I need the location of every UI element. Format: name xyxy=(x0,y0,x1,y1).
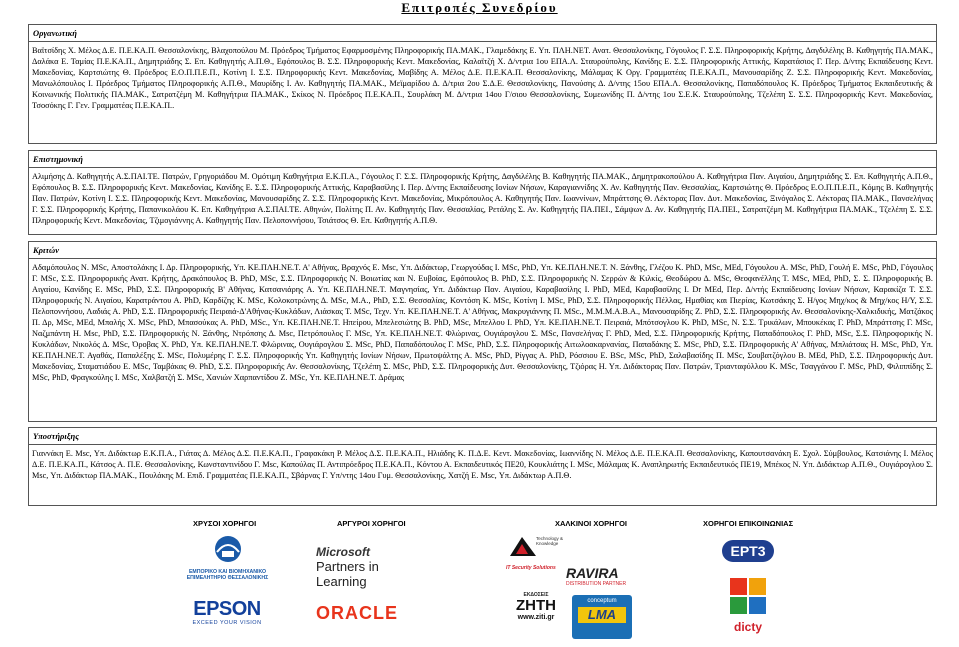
microsoft-logo[interactable] xyxy=(316,546,426,589)
scientific-heading: Επιστημονική xyxy=(29,151,936,168)
reviewers-heading: Κριτών xyxy=(29,242,936,259)
lma-wordmark: LMA xyxy=(578,607,626,623)
ziti-subtitle: ΕΚΔΟΣΕΙΣ xyxy=(523,592,549,598)
chamber-name-line1: ΕΜΠΟΡΙΚΟ ΚΑΙ ΒΙΟΜΗΧΑΝΙΚΟ xyxy=(188,569,267,575)
chamber-emblem-icon xyxy=(208,534,248,564)
reviewers-committee xyxy=(28,241,937,422)
reviewers-members: Αδαμόπουλος Ν. MSc, Αποστολάκης Ι. Δρ. Πληροφορικής, Υπ. ΚΕ.ΠΛΗ.ΝΕ.Τ. Α' Αθήνας, Βραχνός Ε. Msc, Υπ. Διδάκτωρ, Γεωργούδας Ι. MSc, PhD, Υπ. ΚΕ.ΠΛΗ.ΝΕ.Τ. Ν. Ξάνθης, Γλέζου Κ. PhD, MSc, MEd, Γόγουλου Α. MSc, PhD, Γουλή Ε. MSc, PhD, Γόγουλος Γ. MSc, Σ.Σ. Πληροφορικής Ανατ. Κρήτης, Δρακόπουλος Β. PhD, MSc, Σ.Σ. Πληροφορικής Ν. Βοιωτίας και Ν. Ευβοίας, Εφόπουλος Β. PhD, Σ.Σ. Πληροφορικής Ν. Σερρών & Κιλκίς, Θεοδώρου Δ. MSc, Θεοφανέλλης Τ. MSc, MEd, PhD, Σ. Σ. Πληροφορικής Β. Αιγαίου, Κανίδης Ε. MSc, PhD, Σ.Σ. Πληροφορικής Β' Αθήνας, Κατσανιάρης Α. Υπ. ΚΕ.ΠΛΗ.ΝΕ.Τ. Μαγνησίας, Υπ. Διδάκτωρ Παν. Αιγαίου, Καραβασίλης Ι. PhD, MEd, Καραβασίλης Ι. Dr MEd, Περ. Δ/ντής Εκπαίδευσης Ιονίων Νήσων, Καρακίζα Τ. Σ.Σ. Πληροφορικής Ν. Αιγαίου, Καρατράντου Α. PhD, Καρδίζης Κ. MSc, Κολοκοτρώνης Δ. MSc, M.A., PhD, Σ.Σ. Θεσσαλίας, Κοντόση Κ. MSc, Κοτίνη Ι. MSc, PhD, Σ.Σ. Πληροφορικής Πέλλας, Ημαθίας και Πιερίας, Κωτσάκης Σ. Η/γος Μηχ/κος & Μηχ/κος Η/Υ, Σ.Σ. Πελοποννήσου, Λαδιάς Α. PhD, Σ.Σ. Πληροφορικής Πειραιά-Δ'Αθήνας-Κυκλάδων, Λιάσκας Τ. MSc, Τεχν. Υπ. ΚΕ.ΠΛΗ.ΝΕ.Τ. Α' Αθήνας, Μακρυγιάννης Π. MSc., Μ.Μ.Μ.Α.Β.Α., Μανουσαρίδης Ζ. PhD, Σ.Σ. Πληροφορικής Αν. Θεσσαλονίκης-Χαλκιδικής, Ματζάκος Π. Δρ, MSc, MEd, Μπαλής Χ. MSc, PhD, Μπασούκας Α. PhD, MSc., Υπ. ΚΕ.ΠΛΗ.ΝΕ.Τ. Ηπείρου, Μπελεσιώτης Β. PhD, MSc, Μπελλου Ι. PhD, Υπ. ΚΕ.ΠΛΗ.ΝΕ.Τ. Πειραιά, Μπότσογλου Κ. PhD, MSc, Ν. Σ.Σ. Τρικάλων, Μπουκέκας Γ. PhD, Μπράττσης Γ. MSc, Ναζμπάντη Η. Msc, PhD, Σ.Σ. Πληροφορικής Ν. Ξάνθης, Ντρόπσης Δ. Msc, Πετρόπουλος Γ. MSc, Υπ. ΚΕ.ΠΛΗ.ΝΕ.Τ. Φλώρινας, Ουγιάρογλου Σ. MSc, Πανσελήνας Γ. PhD, Med, Σ.Σ. Πληροφορικής Κρήτης, Παπαδόπουλος Γ. PhD, MSc, Σ.Σ. Πληροφορικής Ν. Κυκλάδων, Νικολός Δ. MSc, Όροβας Χ. PhD, Υπ. ΚΕ.ΠΛΗ.ΝΕ.Τ. Φλώρινας, Ουγιάρογλου Σ. MSc, PhD, Παπαδόπουλος Γ. MSc, PhD, Σ.Σ. Πληροφορικής Αιτωλοακαρνανίας, Παπαδάκης Σ. MSc, PhD, Σ.Σ. Πληροφορικής Α' Αθήνας, Μπλιάτσας Η. MSc, PhD, Υπ. ΚΕ.ΠΛΗ.ΝΕ.Τ. Αγαθάς, Παπαλέξης Σ. MSc, Πολυμέρης Γ. Σ.Σ. Πληροφορικής Υπ. Καθηγητής Ιονίων Νήσων, Πρωτοψάλτης Α. MSc, PhD, Ρίγγας Α. PhD, Ρόσσιου Ε. BSc, MSc, PhD, Σαλαβασίδης Π. MSc, Σουβατζόγλου Β. MEd, PhD, Σ.Σ. Πληροφορικής Δυτ. Μακεδονίας, Σταματιάδου Ε. MSc, Ταμβάκας Θ. PhD, Σ.Σ. Πληροφορικής Αν. Θεσσαλονίκης, Τζελέπη Σ. MSc, PhD, Σ.Σ. Πληροφορικής Δυτ. Θεσσαλονίκης, Τζιόρας Η. Υπ. Διδάκτορας Παν. Πατρών, Τριανταφύλλου Κ. MSc, Τσαγγάνου Γ. MSc, PhD, Φιλιππίδης Σ. MSc, PhD, Φραγκούλης Ι. MSc, Χαλβατζή Σ. MSc, Χανιών Χαρπαντίδου Ζ. MSc, Υπ. ΚΕ.ΠΛΗ.ΝΕ.Τ. Δράμας xyxy=(32,263,933,382)
scientific-members: Αλιμήσης Δ. Καθηγητής Α.Σ.ΠΑΙ.ΤΕ. Πατρών, Γρηγοριάδου Μ. Ομότιμη Καθηγήτρια Ε.Κ.Π.Α., Γόγουλος Γ. Σ.Σ. Πληροφορικής Κρήτης, Δαγδιλέλης Β. Καθηγητής ΠΑ.ΜΑΚ., Δημητρακοπούλου Α. Καθηγήτρια Παν. Αιγαίου, Δημητριάδης Σ. Επ. Καθηγητής Α.Π.Θ., Εφόπουλος Β. Σ.Σ. Πληροφορικής Κεντ. Μακεδονίας, Κανίδης Ε. Σ.Σ. Πληροφορικής Αττικής, Καραβασίλης Ι. Περ. Δ/ντης Εκπαίδευσης Ιονίων Νήσων, Καραγιαννίδης Χ. Αν. Καθηγητής Παν. Θεσσαλίας, Καρτσιώτης Θ. Πρόεδρος Ε.Ο.Π.Π.Ε.Π., Κόμης Β. Καθηγητής Παν. Πατρών, Κοτίνη Ι. Σ.Σ. Πληροφορικής Κεντ. Μακεδονίας, Μανουσαρίδης Ζ. Σ.Σ. Πληροφορικής Κεντ. Μακεδονίας, Μικρόπουλος Α. Καθηγητής Παν. Ιωαννίνων, Μπράττσης Θ. Λέκτορας Παν. Δυτ. Μακεδονίας, Ξινόγαλος Σ. Λέκτορας ΠΑ.ΜΑΚ., Πανσελήνας Γ. Σ.Σ. Πληροφορικής Κρήτης, Παπανικολάου Κ. Επ. Καθηγήτρια Α.Σ.ΠΑΙ.ΤΕ. Αθηνών, Πολίτης Π. Αν. Καθηγητής Παν. Θεσσαλίας, Ρετάλης Σ. Αν. Καθηγητής ΠΑ.ΠΕΙ., Σάμψων Δ. Αν. Καθηγητής ΠΑ.ΠΕΙ., Σατρατζέμη Μ. Καθηγήτρια ΠΑ.ΜΑΚ., Τζελέπη Σ. Σ.Σ. Πληροφορικής Κεντ. Μακεδονίας, Τζιμογιάννης Α. Καθηγητής Παν. Πελοποννήσου, Τσιάτσος Θ. Επ. Καθηγητής Α.Π.Θ. xyxy=(32,172,933,225)
bronze-sponsors-heading: ΧΑΛΚΙΝΟΙ ΧΟΡΗΓΟΙ xyxy=(555,519,628,528)
page-title xyxy=(0,0,959,16)
microsoft-wordmark: Microsoft xyxy=(316,545,370,559)
ziti-wordmark: ΖΗΤΗ xyxy=(516,597,556,614)
organizing-committee xyxy=(28,24,937,144)
support-members: Γιαννάκη Ε. Msc, Υπ. Διδάκτωρ Ε.Κ.Π.Α., Γιάτας Δ. Μέλος Δ.Σ. Π.Ε.ΚΑ.Π., Γραφακάκη Ρ. Μέλος Δ.Σ. Π.Ε.ΚΑ.Π., Ηλιάδης Κ. Π.Δ.Ε. Κεντ. Μακεδονίας, Ιωαννίδης Ν. Μέλος Δ.Ε. Π.Ε.ΚΑ.Π. Θεσσαλονίκης, Καπουτσανάκη Ε. Σχολ. Σύμβουλος, Κατσιάνης Ι. Μέλος Δ.Ε. Π.Ε.ΚΑ.Π., Κάτσος Α. Π.Ε. Θεσσαλονίκης, Κωνσταντινίδου Γ. Msc, Καπούλας Π. Αντιπρόεδρος Π.Ε.ΚΑ.Π., Κόντου Α. Εκπαιδευτικός ΠΕ20, Κουκλιάτης Ι. MSc, Μάλαμας Κ. Αναπληρωτής Εκπαιδευτικός ΠΕ19, Μπέκος Ν. Υπ. Διδάκτωρ Α.Π.Θ., Ουγιάρογλου Σ. Msc, Υπ. Διδάκτωρ ΠΑ.ΜΑΚ., Πουλάκης Μ. Επιδ. Γραμματέας Π.Ε.ΚΑ.Π., Σβάρνας Γ. Υπ/ντης 14ου Γυμ. Θεσσαλονίκης, Χατζή Ε. Msc, Υπ. Διδάκτωρ Α.Π.Θ. xyxy=(32,449,933,480)
dicty-puzzle-icon xyxy=(728,576,768,616)
dicty-wordmark: dicty xyxy=(733,620,762,634)
conceptum-wordmark: conceptum xyxy=(587,598,617,604)
organizing-heading: Οργανωτική xyxy=(29,25,936,42)
ziti-url: www.ziti.gr xyxy=(517,614,555,621)
ziti-logo[interactable] xyxy=(506,592,566,621)
epson-tagline: EXCEED YOUR VISION xyxy=(192,620,262,626)
organizing-members: Βαϊτσίδης Χ. Μέλος Δ.Ε. Π.Ε.ΚΑ.Π. Θεσσαλονίκης, Βλαχοπούλου Μ. Πρόεδρος Τμήματος Εφαρμοσμένης Πληροφορικής ΠΑ.ΜΑΚ., Γλαμεδάκης Ε. Υπ. ΠΛΗ.ΝΕΤ. Ανατ. Θεσσαλονίκης, Γόγουλος Γ. Σ.Σ. Πληροφορικής Κρήτης, Δαγδιλέλης Β. Καθηγητής ΠΑ.ΜΑΚ., Δαλάκα Ε. Ταμίας Π.Ε.ΚΑ.Π., Δημητριάδης Σ. Επ. Καθηγητής Α.Π.Θ., Εφόπουλος Β. Σ.Σ. Πληροφορικής Κεντ. Μακεδονίας, Καλαϊτζή Χ. Δ/ντρια 1ου ΕΠΑ.Λ. Σταυρούπολης, Κανίδης Ε. Σ.Σ. Πληροφορικής Αττικής, Καρατάσιος Γ. Περ. Δ/ντης Εκπαίδευσης Κεντ. Μακεδονίας, Καρτσιώτης Θ. Πρόεδρος Ε.Ο.Π.Π.Ε.Π., Κοτίνη Ι. Σ.Σ. Πληροφορικής Κεντ. Μακεδονίας, Μαβίδης Α. Μέλος Δ.Ε. Π.Ε.ΚΑ.Π. Θεσσαλονίκης, Μάλαμας Κ Οργ. Γραμματέας Π.Ε.ΚΑ.Π., Μανουσαρίδης Ζ. Σ.Σ. Πληροφορικής Κεντ. Μακεδονίας, Μανωλόπουλος Ι. Πρόεδρος Τμήματος Πληροφορικής Α.Π.Θ., Μαυρίδης Ι. Αν. Καθηγητής ΠΑ.ΜΑΚ., Μεϊμαρίδου Δ. Δ/τρια 2ου Σ.Δ.Ε. Θεσσαλονίκης, Πανούσης Δ. Δ/ντης 15ου ΕΠΑ.Λ. Θεσσαλονίκης, Παπαδόπουλος Κ. Πρόεδρος Τμήματος Εκπαιδευτικής & Κοινωνικής Πολιτικής ΠΑ.ΜΑΚ., Σατρατζέμη Μ. Καθηγήτρια ΠΑ.ΜΑΚ., Σκίκος Ν. Πρόεδρος Π.Ε.ΚΑ.Π., Σουρλάκη Μ. Δ/ντρια 14ου Γ/σιου Θεσσαλονίκης, Συμεωνίδης Π. Δ/ντης 1ου Σ.Ε.Κ. Σταυρούπολης, Τζελέπη Σ. Σ.Σ. Πληροφορικής Κεντ. Μακεδονίας, Τσοσόκης Γ. Γεν. Γραμματέας Π.Ε.ΚΑ.Π.. xyxy=(32,46,933,110)
media-sponsors-heading: ΧΟΡΗΓΟΙ ΕΠΙΚΟΙΝΩΝΙΑΣ xyxy=(703,519,794,528)
epson-wordmark: EPSON xyxy=(193,598,261,620)
chamber-logo[interactable] xyxy=(180,534,275,582)
microsoft-tagline: Partners in Learning xyxy=(316,559,379,589)
ravira-logo[interactable] xyxy=(566,566,646,587)
dicty-logo[interactable] xyxy=(716,576,780,638)
support-heading: Υποστήριξης xyxy=(29,428,936,445)
epson-logo[interactable] xyxy=(186,598,268,626)
ravira-subtitle: DISTRIBUTION PARTNER xyxy=(566,581,627,587)
gold-sponsors-heading: ΧΡΥΣΟΙ ΧΟΡΗΓΟΙ xyxy=(193,519,257,528)
support-committee xyxy=(28,427,937,506)
silver-sponsors-heading: ΑΡΓΥΡΟΙ ΧΟΡΗΓΟΙ xyxy=(337,519,406,528)
ravira-wordmark: RAVIRA xyxy=(566,565,619,581)
page-title-text: Επιτροπές Συνεδρίου xyxy=(401,0,558,15)
tk-logo[interactable] xyxy=(506,534,566,584)
sponsors-strip xyxy=(0,512,959,647)
oracle-logo[interactable]: ORACLE xyxy=(316,603,398,623)
tk-tagline: Technology & Knowledge xyxy=(536,536,564,546)
scientific-committee xyxy=(28,150,937,235)
tk-emblem-icon xyxy=(506,534,540,560)
conceptum-lma-logo[interactable] xyxy=(572,595,632,639)
chamber-name-line2: ΕΠΙΜΕΛΗΤΗΡΙΟ ΘΕΣΣΑΛΟΝΙΚΗΣ xyxy=(186,575,269,581)
it-security-text: IT Security Solutions xyxy=(506,565,556,571)
ert3-logo[interactable]: ΕΡΤ3 xyxy=(722,540,774,562)
